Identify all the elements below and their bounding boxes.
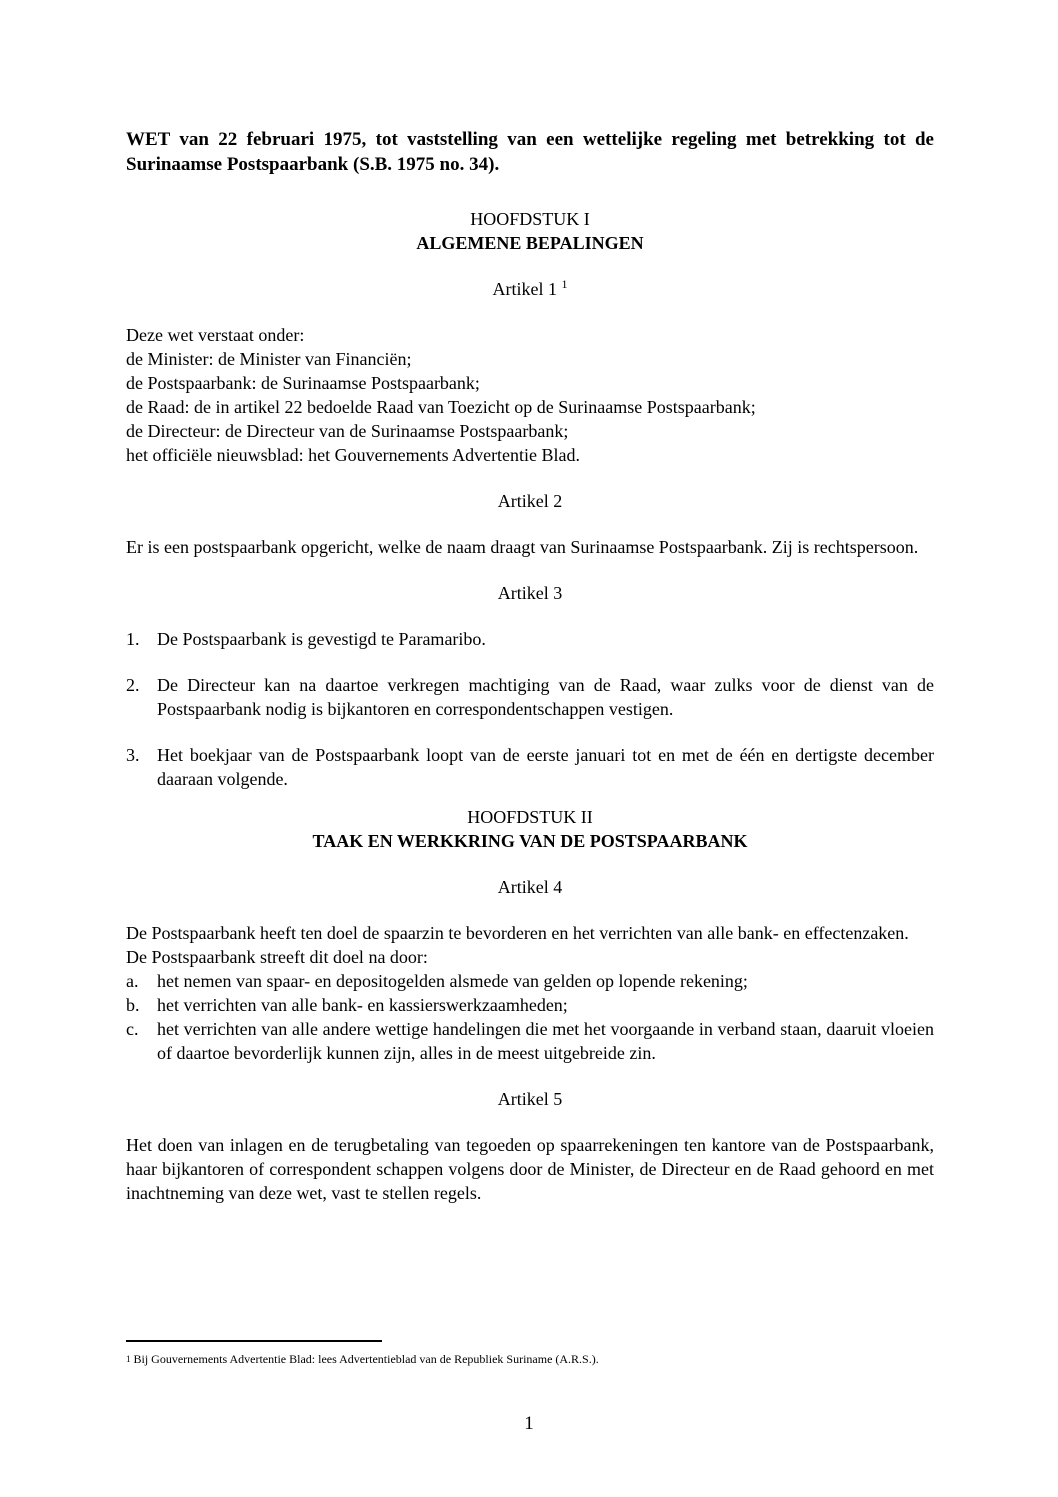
article-1-line: de Directeur: de Directeur van de Surinaamse Postspaarbank; [126,421,569,441]
footnote-text: Bij Gouvernements Advertentie Blad: lees Advertentieblad van de Republiek Suriname (A.R.S.). [133,1352,599,1366]
article-5-heading: Artikel 5 [497,1089,563,1109]
item-number: b. [126,995,140,1015]
article-4-heading: Artikel 4 [497,877,563,897]
item-text: De Directeur kan na daartoe verkregen machtiging van de Raad, waar zulks voor de dienst van de Postspaarbank nodig is bijkantoren en correspondentschappen vestigen. [157,675,934,719]
item-text: het verrichten van alle bank- en kassierswerkzaamheden; [157,995,568,1015]
item-text: De Postspaarbank is gevestigd te Paramaribo. [157,629,486,649]
article-1-line: de Postspaarbank: de Surinaamse Postspaarbank; [126,373,480,393]
article-3-item [126,743,934,791]
item-number: c. [126,1019,139,1039]
article-1-line: het officiële nieuwsblad: het Gouvernements Advertentie Blad. [126,445,581,465]
article-4-text: De Postspaarbank streeft dit doel na door: [126,947,428,967]
article-1-line: Deze wet verstaat onder: [126,325,305,345]
article-3-item [126,673,934,721]
footnote-number: 1 [126,1354,131,1364]
article-1-heading: Artikel 1 $^1$ [492,277,568,299]
page-number: 1 [524,1413,534,1434]
article-5-text: Het doen van inlagen en de terugbetaling van tegoeden op spaarrekeningen ten kantore van de Postspaarbank, haar bijkantoren of correspondent schappen volgens door de Minister, de Directeur en de Raad gehoord en met inachtneming van deze wet, vast te stellen regels. [126,1135,934,1203]
article-3-item [126,627,934,651]
item-text: Het boekjaar van de Postspaarbank loopt van de eerste januari tot en met de één en dertigste december daaraan volgende. [157,745,934,789]
chapter-1-label: HOOFDSTUK I [470,209,590,229]
article-4-text: De Postspaarbank heeft ten doel de spaarzin te bevorderen en het verrichten van alle bank- en effectenzaken. [126,923,909,943]
item-number: 2. [126,675,140,695]
chapter-2-name: TAAK EN WERKKRING VAN DE POSTSPAARBANK [312,831,748,851]
chapter-1-name: ALGEMENE BEPALINGEN [416,233,644,253]
article-4-item [126,1017,934,1065]
article-2-heading: Artikel 2 [497,491,563,511]
article-1-line: de Minister: de Minister van Financiën; [126,349,412,369]
item-text: het verrichten van alle andere wettige handelingen die met het voorgaande in verband staan, daaruit vloeien of daartoe bevorderlijk kunnen zijn, alles in de meest uitgebreide zin. [157,1019,934,1063]
item-number: 3. [126,745,140,765]
article-4-item [126,993,934,1017]
item-number: a. [126,971,139,991]
article-3-heading: Artikel 3 [497,583,563,603]
chapter-2-label: HOOFDSTUK II [467,807,593,827]
footnote-divider [126,1340,382,1342]
article-1-line: de Raad: de in artikel 22 bedoelde Raad van Toezicht op de Surinaamse Postspaarbank; [126,397,756,417]
item-text: het nemen van spaar- en depositogelden alsmede van gelden op lopende rekening; [157,971,748,991]
item-number: 1. [126,629,140,649]
article-2-text: Er is een postspaarbank opgericht, welke de naam draagt van Surinaamse Postspaarbank. Zij is rechtspersoon. [126,537,919,557]
document-title: WET van 22 februari 1975, tot vaststelling van een wettelijke regeling met betrekking tot de Surinaamse Postspaarbank (S.B. 1975 no. 34). [126,129,934,175]
footnote-ref: 1 [561,277,568,291]
document-body [126,127,934,1205]
article-4-item [126,969,934,993]
footnote [126,1351,934,1367]
